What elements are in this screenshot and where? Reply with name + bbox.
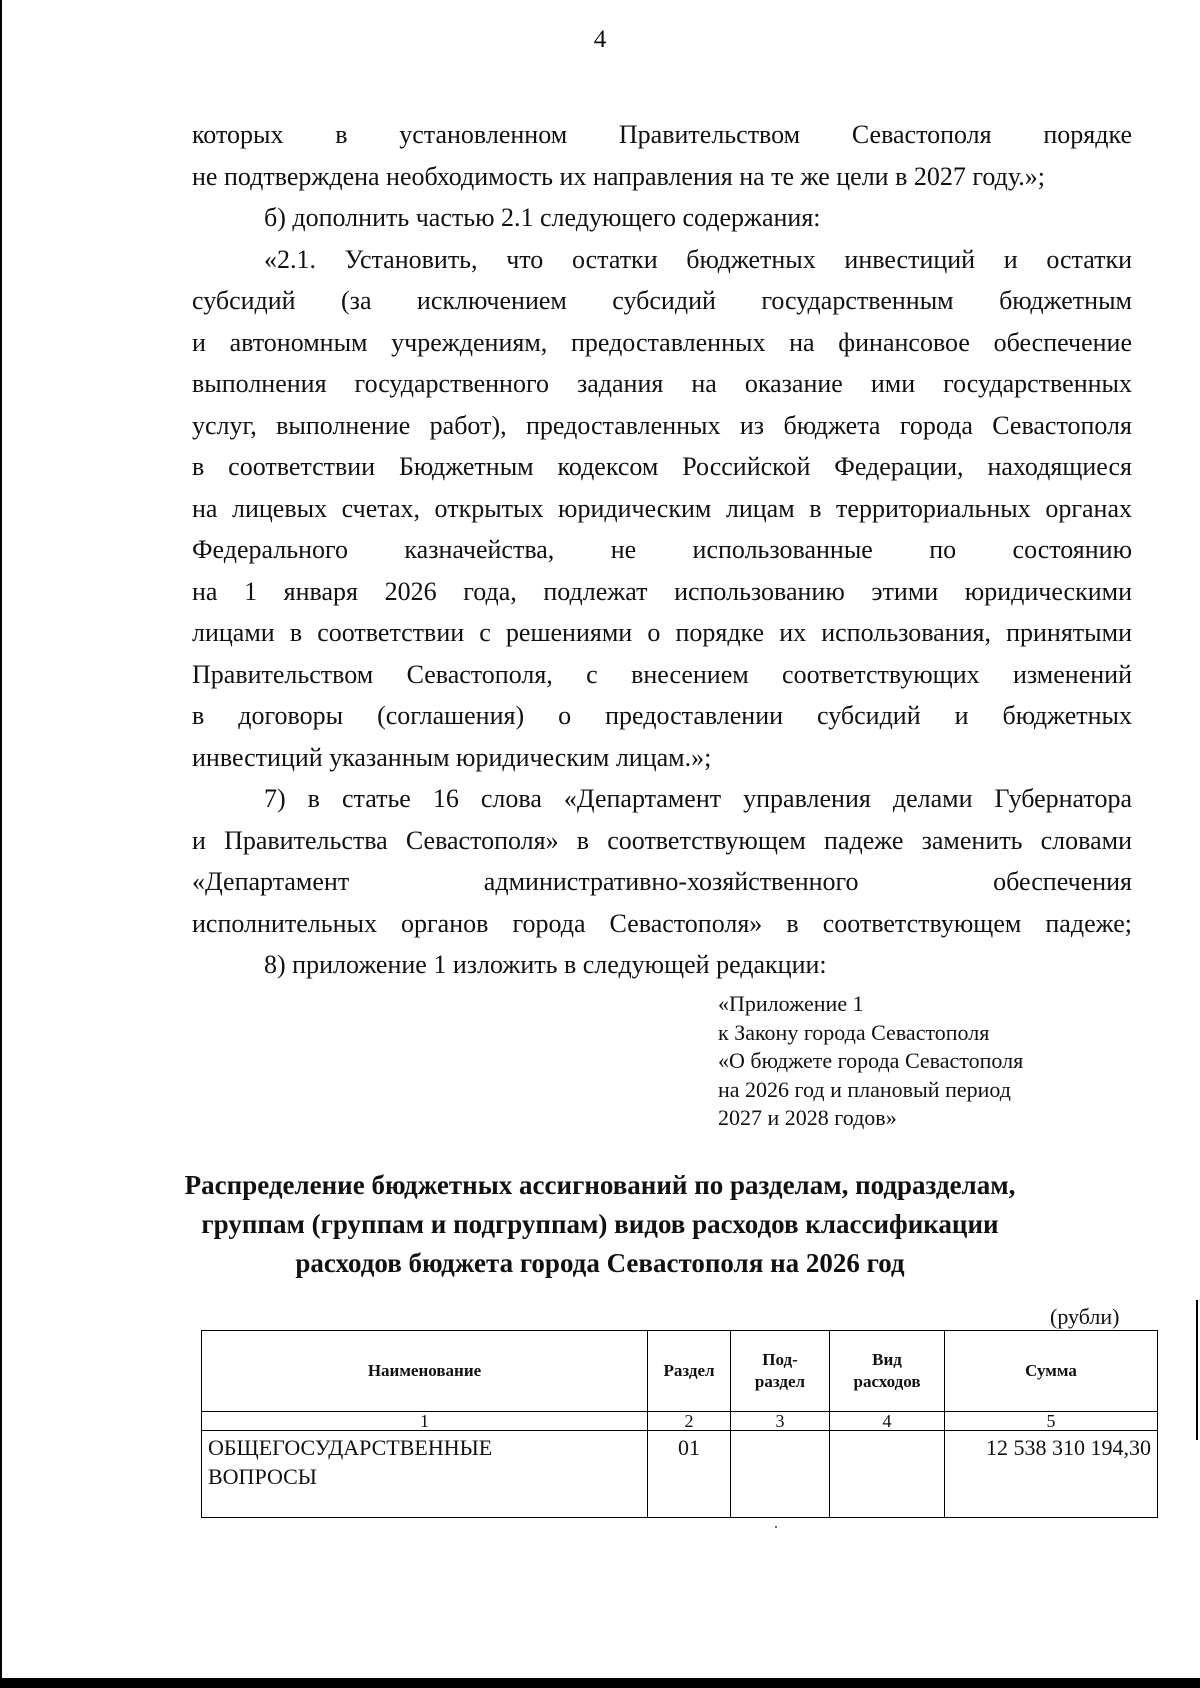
text-line: 7) в статье 16 слова «Департамент управления делами Губернатора <box>264 784 1132 813</box>
column-number-row <box>202 1412 1158 1431</box>
text-line: на 1 января 2026 года, подлежат использованию этими юридическими <box>192 576 1132 606</box>
header-name: Наименование <box>202 1331 648 1412</box>
text-line: Федерального казначейства, не использованные по состоянию <box>192 535 1132 564</box>
text-line: услуг, выполнение работ), предоставленных из бюджета города Севастополя <box>192 410 1132 440</box>
text-line: в соответствии Бюджетным кодексом Российской Федерации, находящиеся <box>192 452 1132 481</box>
text-line: инвестиций указанным юридическим лицам.»; <box>192 742 712 772</box>
cell-podrazdel <box>731 1431 830 1518</box>
text-line: «Департамент административно-хозяйственного обеспечения <box>192 867 1132 896</box>
column-number: 3 <box>731 1412 830 1431</box>
scan-bottom-edge <box>0 1678 1200 1688</box>
cell-vid-rashodov <box>830 1431 945 1518</box>
header-podrazdel-line1: Под- <box>762 1350 798 1369</box>
column-number: 1 <box>202 1412 648 1431</box>
column-number: 4 <box>830 1412 945 1431</box>
table-header-row <box>202 1331 1158 1412</box>
cell-razdel: 01 <box>648 1431 731 1518</box>
appendix-line: 2027 и 2028 годов» <box>718 1105 897 1130</box>
text-line: субсидий (за исключением субсидий государственным бюджетным <box>192 286 1132 315</box>
header-podrazdel-line2: раздел <box>754 1372 806 1391</box>
budget-table <box>201 1330 1158 1518</box>
column-number: 2 <box>648 1412 731 1431</box>
title-line: Распределение бюджетных ассигнований по разделам, подразделам, <box>184 1170 1016 1200</box>
cell-name <box>202 1431 648 1518</box>
text-line: 8) приложение 1 изложить в следующей редакции: <box>264 950 827 979</box>
table-title <box>120 1166 1080 1283</box>
text-line: на лицевых счетах, открытых юридическим лицам в территориальных органах <box>192 493 1132 523</box>
header-podrazdel <box>731 1331 830 1412</box>
appendix-line: «Приложение 1 <box>718 991 864 1016</box>
text-line: исполнительных органов города Севастополя» в соответствующем падеже; <box>192 908 1132 938</box>
text-line: и Правительства Севастополя» в соответствующем падеже заменить словами <box>192 825 1132 855</box>
text-line: лицами в соответствии с решениями о порядке их использования, принятыми <box>192 618 1132 647</box>
text-line: «2.1. Установить, что остатки бюджетных инвестиций и остатки <box>264 244 1132 274</box>
table-row <box>202 1431 1158 1518</box>
appendix-line: к Закону города Севастополя <box>718 1019 990 1045</box>
header-vid-line2: расходов <box>853 1372 921 1391</box>
cell-name-line1: ОБЩЕГОСУДАРСТВЕННЫЕ <box>208 1435 493 1460</box>
title-line: группам (группам и подгруппам) видов расходов классификации <box>201 1209 999 1239</box>
page-number: 4 <box>593 26 607 53</box>
scan-speck <box>775 1526 777 1528</box>
header-vid-rashodov <box>830 1331 945 1412</box>
text-line: в договоры (соглашения) о предоставлении субсидий и бюджетных <box>192 701 1132 730</box>
body-text <box>192 114 1132 986</box>
text-line: и автономным учреждениям, предоставленных на финансовое обеспечение <box>192 327 1132 357</box>
text-line: выполнения государственного задания на оказание ими государственных <box>192 369 1132 398</box>
header-summa: Сумма <box>945 1331 1158 1412</box>
column-number: 5 <box>945 1412 1158 1431</box>
scan-left-edge <box>0 0 2 1688</box>
text-line: которых в установленном Правительством Севастополя порядке <box>192 120 1132 149</box>
title-line: расходов бюджета города Севастополя на 2026 год <box>295 1248 905 1278</box>
appendix-line: «О бюджете города Севастополя <box>718 1048 1024 1073</box>
text-line: не подтверждена необходимость их направления на те же цели в 2027 году.»; <box>192 161 1045 191</box>
header-vid-line1: Вид <box>872 1350 902 1369</box>
text-line: б) дополнить частью 2.1 следующего содержания: <box>264 203 821 232</box>
scan-right-edge-mark <box>1196 1300 1198 1440</box>
header-razdel: Раздел <box>648 1331 731 1412</box>
text-line: Правительством Севастополя, с внесением соответствующих изменений <box>192 659 1132 689</box>
cell-name-line2: ВОПРОСЫ <box>208 1464 317 1489</box>
unit-label: (рубли) <box>1050 1304 1120 1329</box>
cell-summa: 12 538 310 194,30 <box>945 1431 1158 1518</box>
appendix-line: на 2026 год и плановый период <box>718 1076 1011 1102</box>
appendix-reference <box>718 990 1023 1133</box>
